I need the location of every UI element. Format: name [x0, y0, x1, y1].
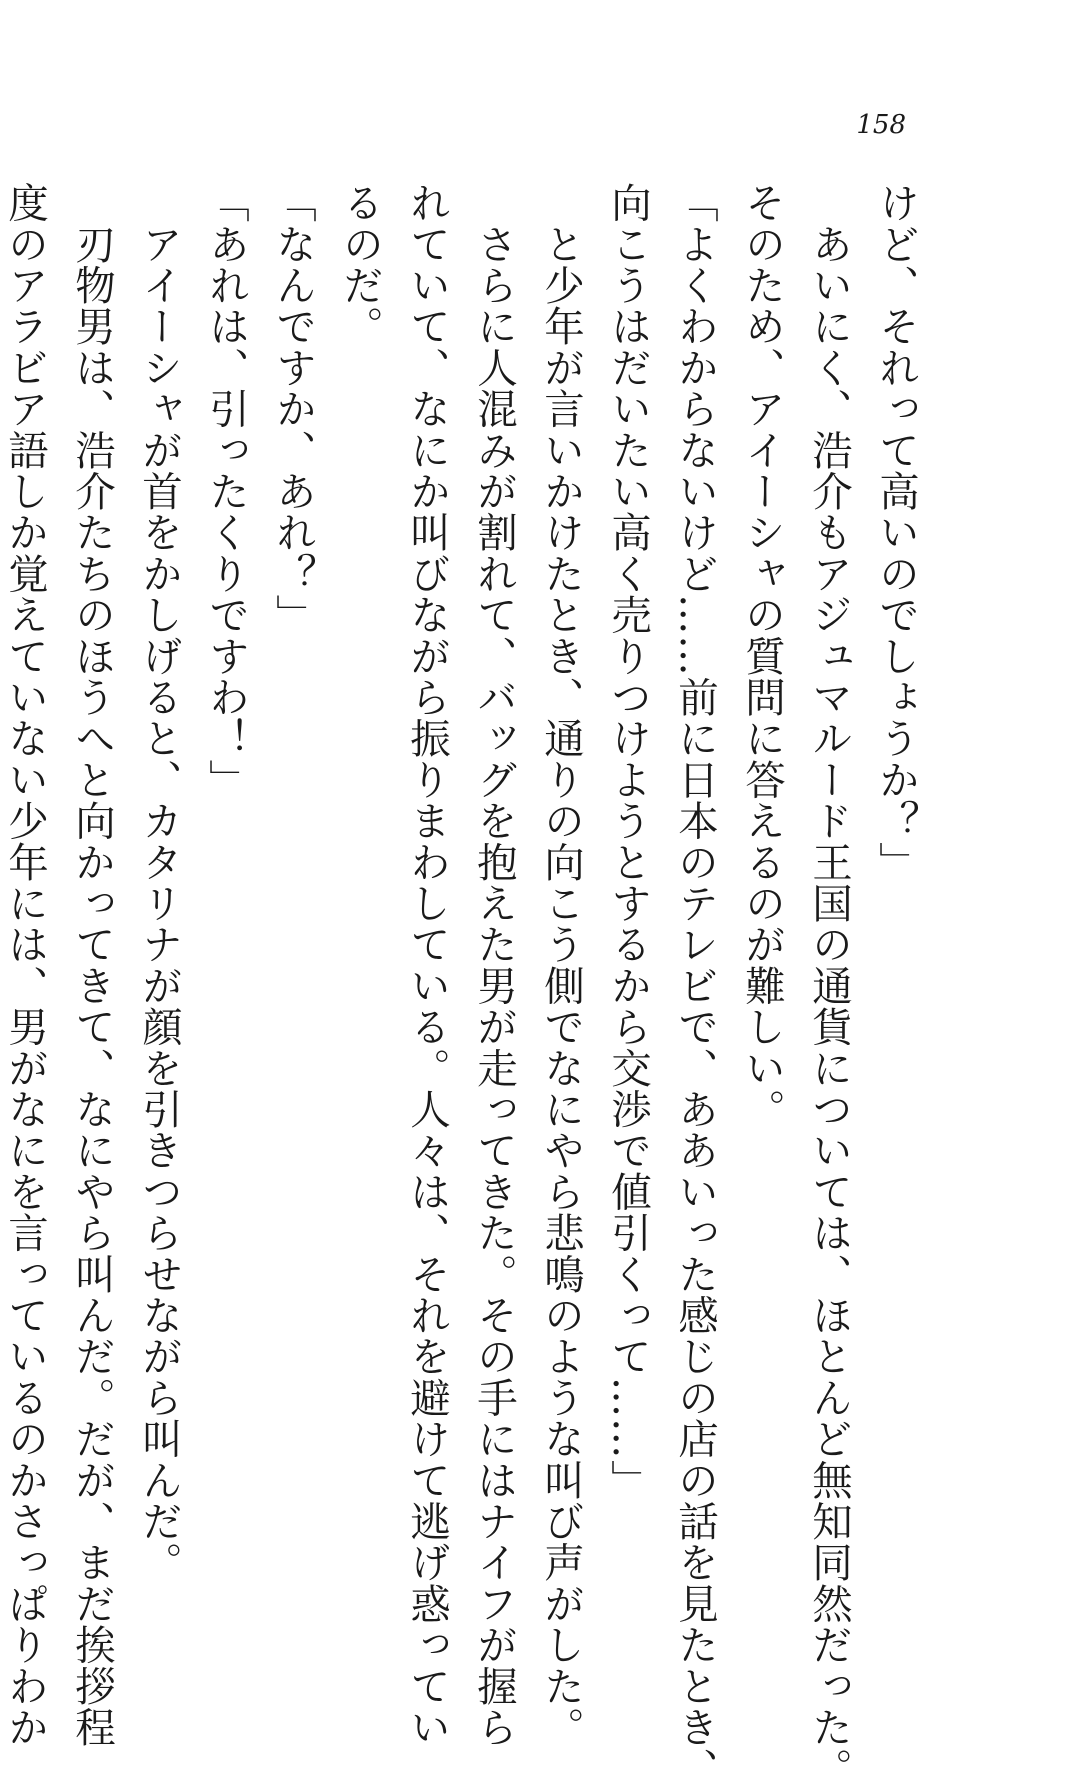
text-line: あいにく、浩介もアジュマルード王国の通貨については、ほとんど無知同然だった。: [805, 182, 853, 1789]
text-line: 「よくわからないけど……前に日本のテレビで、ああいった感じの店の話を見たとき、: [671, 182, 719, 1789]
text-line: るのだ。: [336, 182, 384, 347]
text-line: アイーシャが首をかしげると、カタリナが顔を引きつらせながら叫んだ。: [135, 182, 183, 1583]
text-line: 刃物男は、浩介たちのほうへと向かってきて、なにやら叫んだ。だが、まだ挨拶程: [68, 182, 116, 1748]
text-line: けど、それって高いのでしょうか？」: [872, 182, 920, 883]
text-line: そのため、アイーシャの質問に答えるのが難しい。: [738, 182, 786, 1130]
text-line: 向こうはだいたい高く売りつけようとするから交渉で値引くって……」: [604, 182, 652, 1501]
text-line: 「なんですか、あれ？」: [269, 182, 317, 636]
text-line: れていて、なにか叫びながら振りまわしている。人々は、それを避けて逃げ惑ってい: [403, 182, 451, 1748]
text-line: と少年が言いかけたとき、通りの向こう側でなにやら悲鳴のような叫び声がした。: [537, 182, 585, 1748]
text-line: 度のアラビア語しか覚えていない少年には、男がなにを言っているのかさっぱりわか: [1, 182, 49, 1748]
text-line: 「あれは、引ったくりですわ！」: [202, 182, 250, 800]
page-number: 158: [856, 110, 906, 140]
text-line: さらに人混みが割れて、バッグを抱えた男が走ってきた。その手にはナイフが握ら: [470, 182, 518, 1748]
body-text: [0, 182, 929, 1789]
